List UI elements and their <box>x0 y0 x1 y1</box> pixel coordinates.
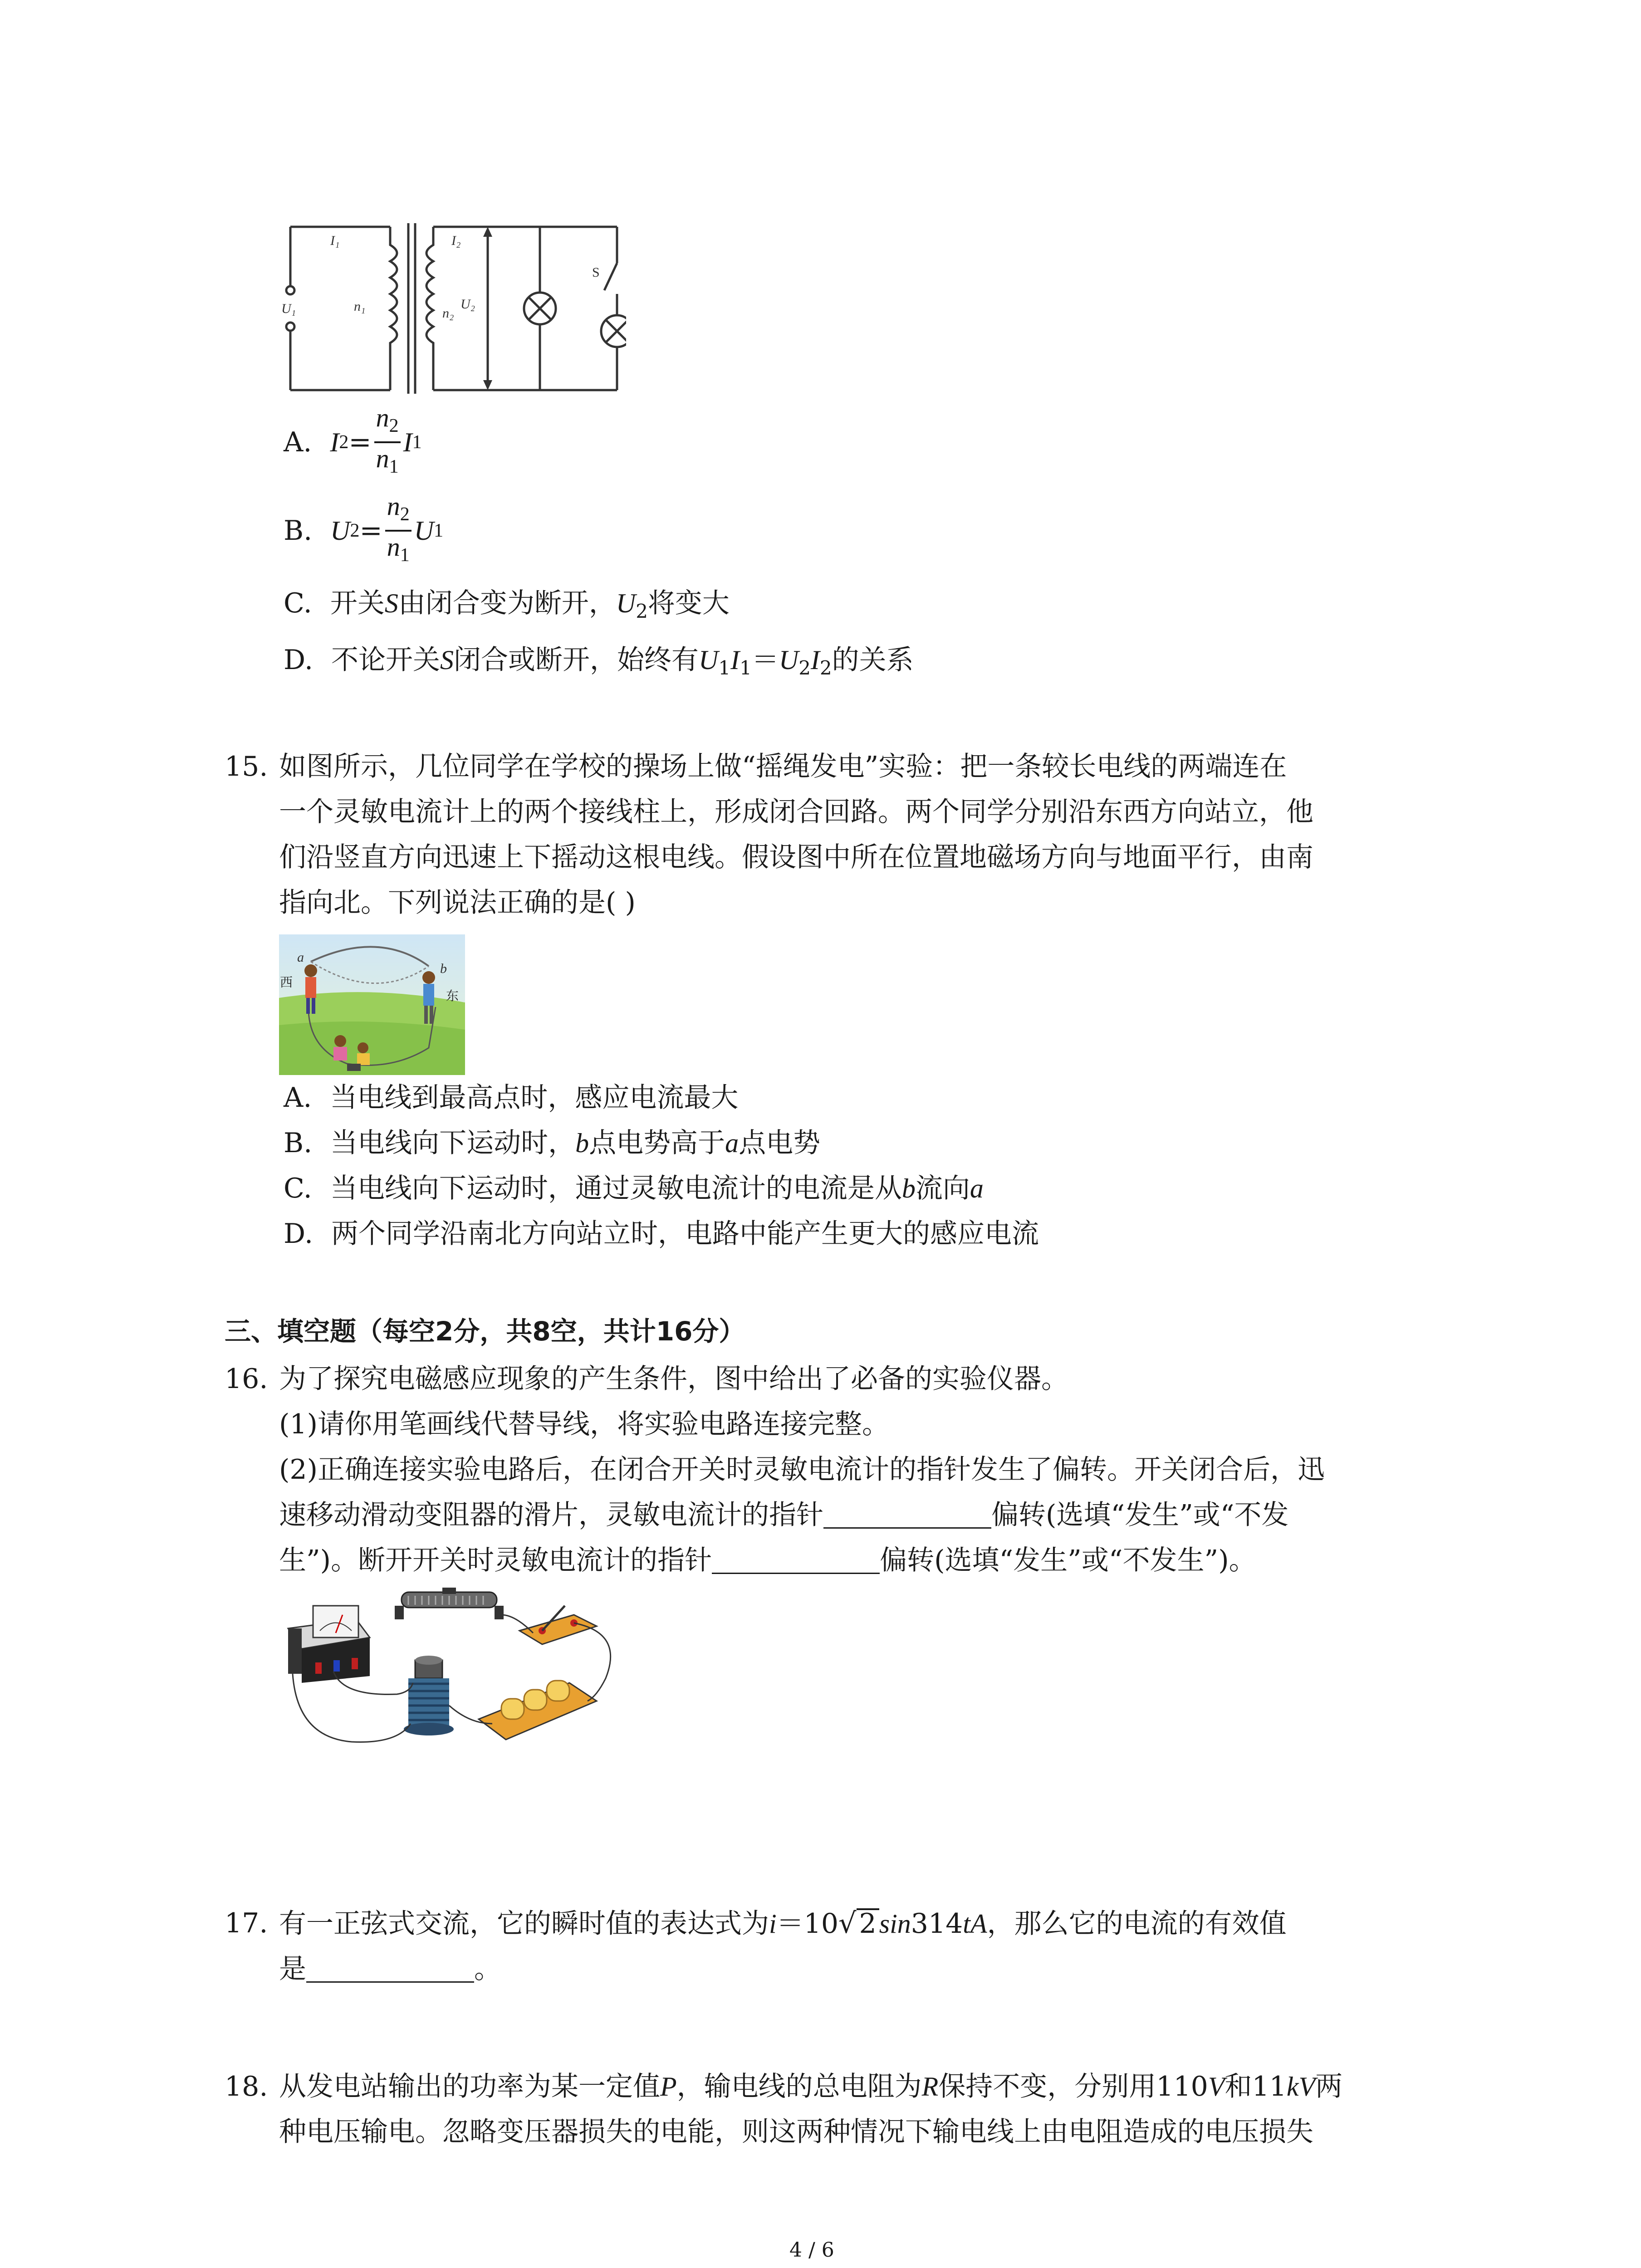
label-n2: n₂ <box>442 306 454 321</box>
q15-stem-line: 指向北。下列说法正确的是( ) <box>279 887 636 919</box>
label-b: b <box>440 961 447 976</box>
q16-answer-blank-1[interactable] <box>823 1500 991 1529</box>
q16-number: 16. <box>225 1363 268 1395</box>
q14-option-c[interactable]: C. 开关S由闭合变为断开，$U_2$将变大 <box>284 587 730 622</box>
label-east: 东 <box>446 988 459 1003</box>
q14-option-a[interactable]: A. I 2 = $\frac{n_2}{n_1}$ I 1 <box>284 408 422 476</box>
q17-number: 17. <box>225 1907 268 1939</box>
q15-option-d[interactable]: D. 两个同学沿南北方向站立时，电路中能产生更大的感应电流 <box>284 1218 1039 1250</box>
fraction-n2-over-n1: $\frac{n_2}{n_1}$ <box>385 491 411 571</box>
q15-number: 15. <box>225 751 268 782</box>
q15-stem-line: 们沿竖直方向迅速上下摇动这根电线。假设图中所在位置地磁场方向与地面平行，由南 <box>279 841 1313 873</box>
q15-option-a[interactable]: A. 当电线到最高点时，感应电流最大 <box>284 1082 739 1114</box>
sqrt-radicand: 2 <box>857 1908 879 1937</box>
q15-stem-line: 一个灵敏电流计上的两个接线柱上，形成闭合回路。两个同学分别沿东西方向站立，他 <box>279 796 1313 828</box>
q17-stem: 有一正弦式交流，它的瞬时值的表达式为i＝10√ 2 sin314tA，那么它的电流的有效值 是 。 <box>279 1906 1287 1985</box>
q17-answer-blank[interactable] <box>306 1954 474 1983</box>
label-n1: n₁ <box>354 299 366 314</box>
label-i1: I₁ <box>330 233 340 248</box>
page-number: 4 / 6 <box>789 2239 834 2262</box>
label-u2: U₂ <box>460 297 475 312</box>
q15-option-b[interactable]: B. 当电线向下运动时，b点电势高于a点电势 <box>284 1127 821 1159</box>
q15-stem <box>279 744 1313 925</box>
apparatus-illustration <box>279 1588 624 1778</box>
q16-answer-blank-2[interactable] <box>712 1545 880 1574</box>
section-title: 三、填空题（每空2分，共8空，共计16分） <box>225 1316 745 1347</box>
q14-option-b[interactable]: B. U 2 = $\frac{n_2}{n_1}$ U 1 <box>284 497 443 565</box>
q18-stem: 从发电站输出的功率为某一定值P，输电线的总电阻为R保持不变，分别用110V和11kV两 种电压输电。忽略变压器损失的电能，则这两种情况下输电线上由电阻造成的电压损失 <box>279 2071 1343 2148</box>
label-a: a <box>297 950 304 965</box>
label-i2: I₂ <box>451 233 461 248</box>
q15-stem-line: 如图所示，几位同学在学校的操场上做“摇绳发电”实验：把一条较长电线的两端连在 <box>279 751 1287 782</box>
q15-option-c[interactable]: C. 当电线向下运动时，通过灵敏电流计的电流是从b流向a <box>284 1173 984 1204</box>
transformer-circuit-figure <box>281 218 626 399</box>
q16-stem: 为了探究电磁感应现象的产生条件，图中给出了必备的实验仪器。 (1)请你用笔画线代替导线，将实验电路连接完整。 (2)正确连接实验电路后，在闭合开关时灵敏电流计的指针发生了偏转。开关闭合后，迅 速移动滑动变阻器的滑片，灵敏电流计的指针 偏转(选填“发生”或“不发 生”)。断开开关时灵敏电流计的指针 偏转(选填“发生”或“不发生”)。 <box>279 1363 1325 1576</box>
label-switch-s: S <box>592 265 600 280</box>
q14-option-d[interactable]: D. 不论开关S闭合或断开，始终有$U_1I_1=U_2I_2$的关系 <box>284 644 914 679</box>
fraction-n2-over-n1: $\frac{n_2}{n_1}$ <box>374 402 401 482</box>
rope-generator-illustration <box>279 934 465 1075</box>
label-u1: U₁ <box>281 301 296 316</box>
label-west: 西 <box>280 975 293 990</box>
q18-number: 18. <box>225 2071 268 2102</box>
